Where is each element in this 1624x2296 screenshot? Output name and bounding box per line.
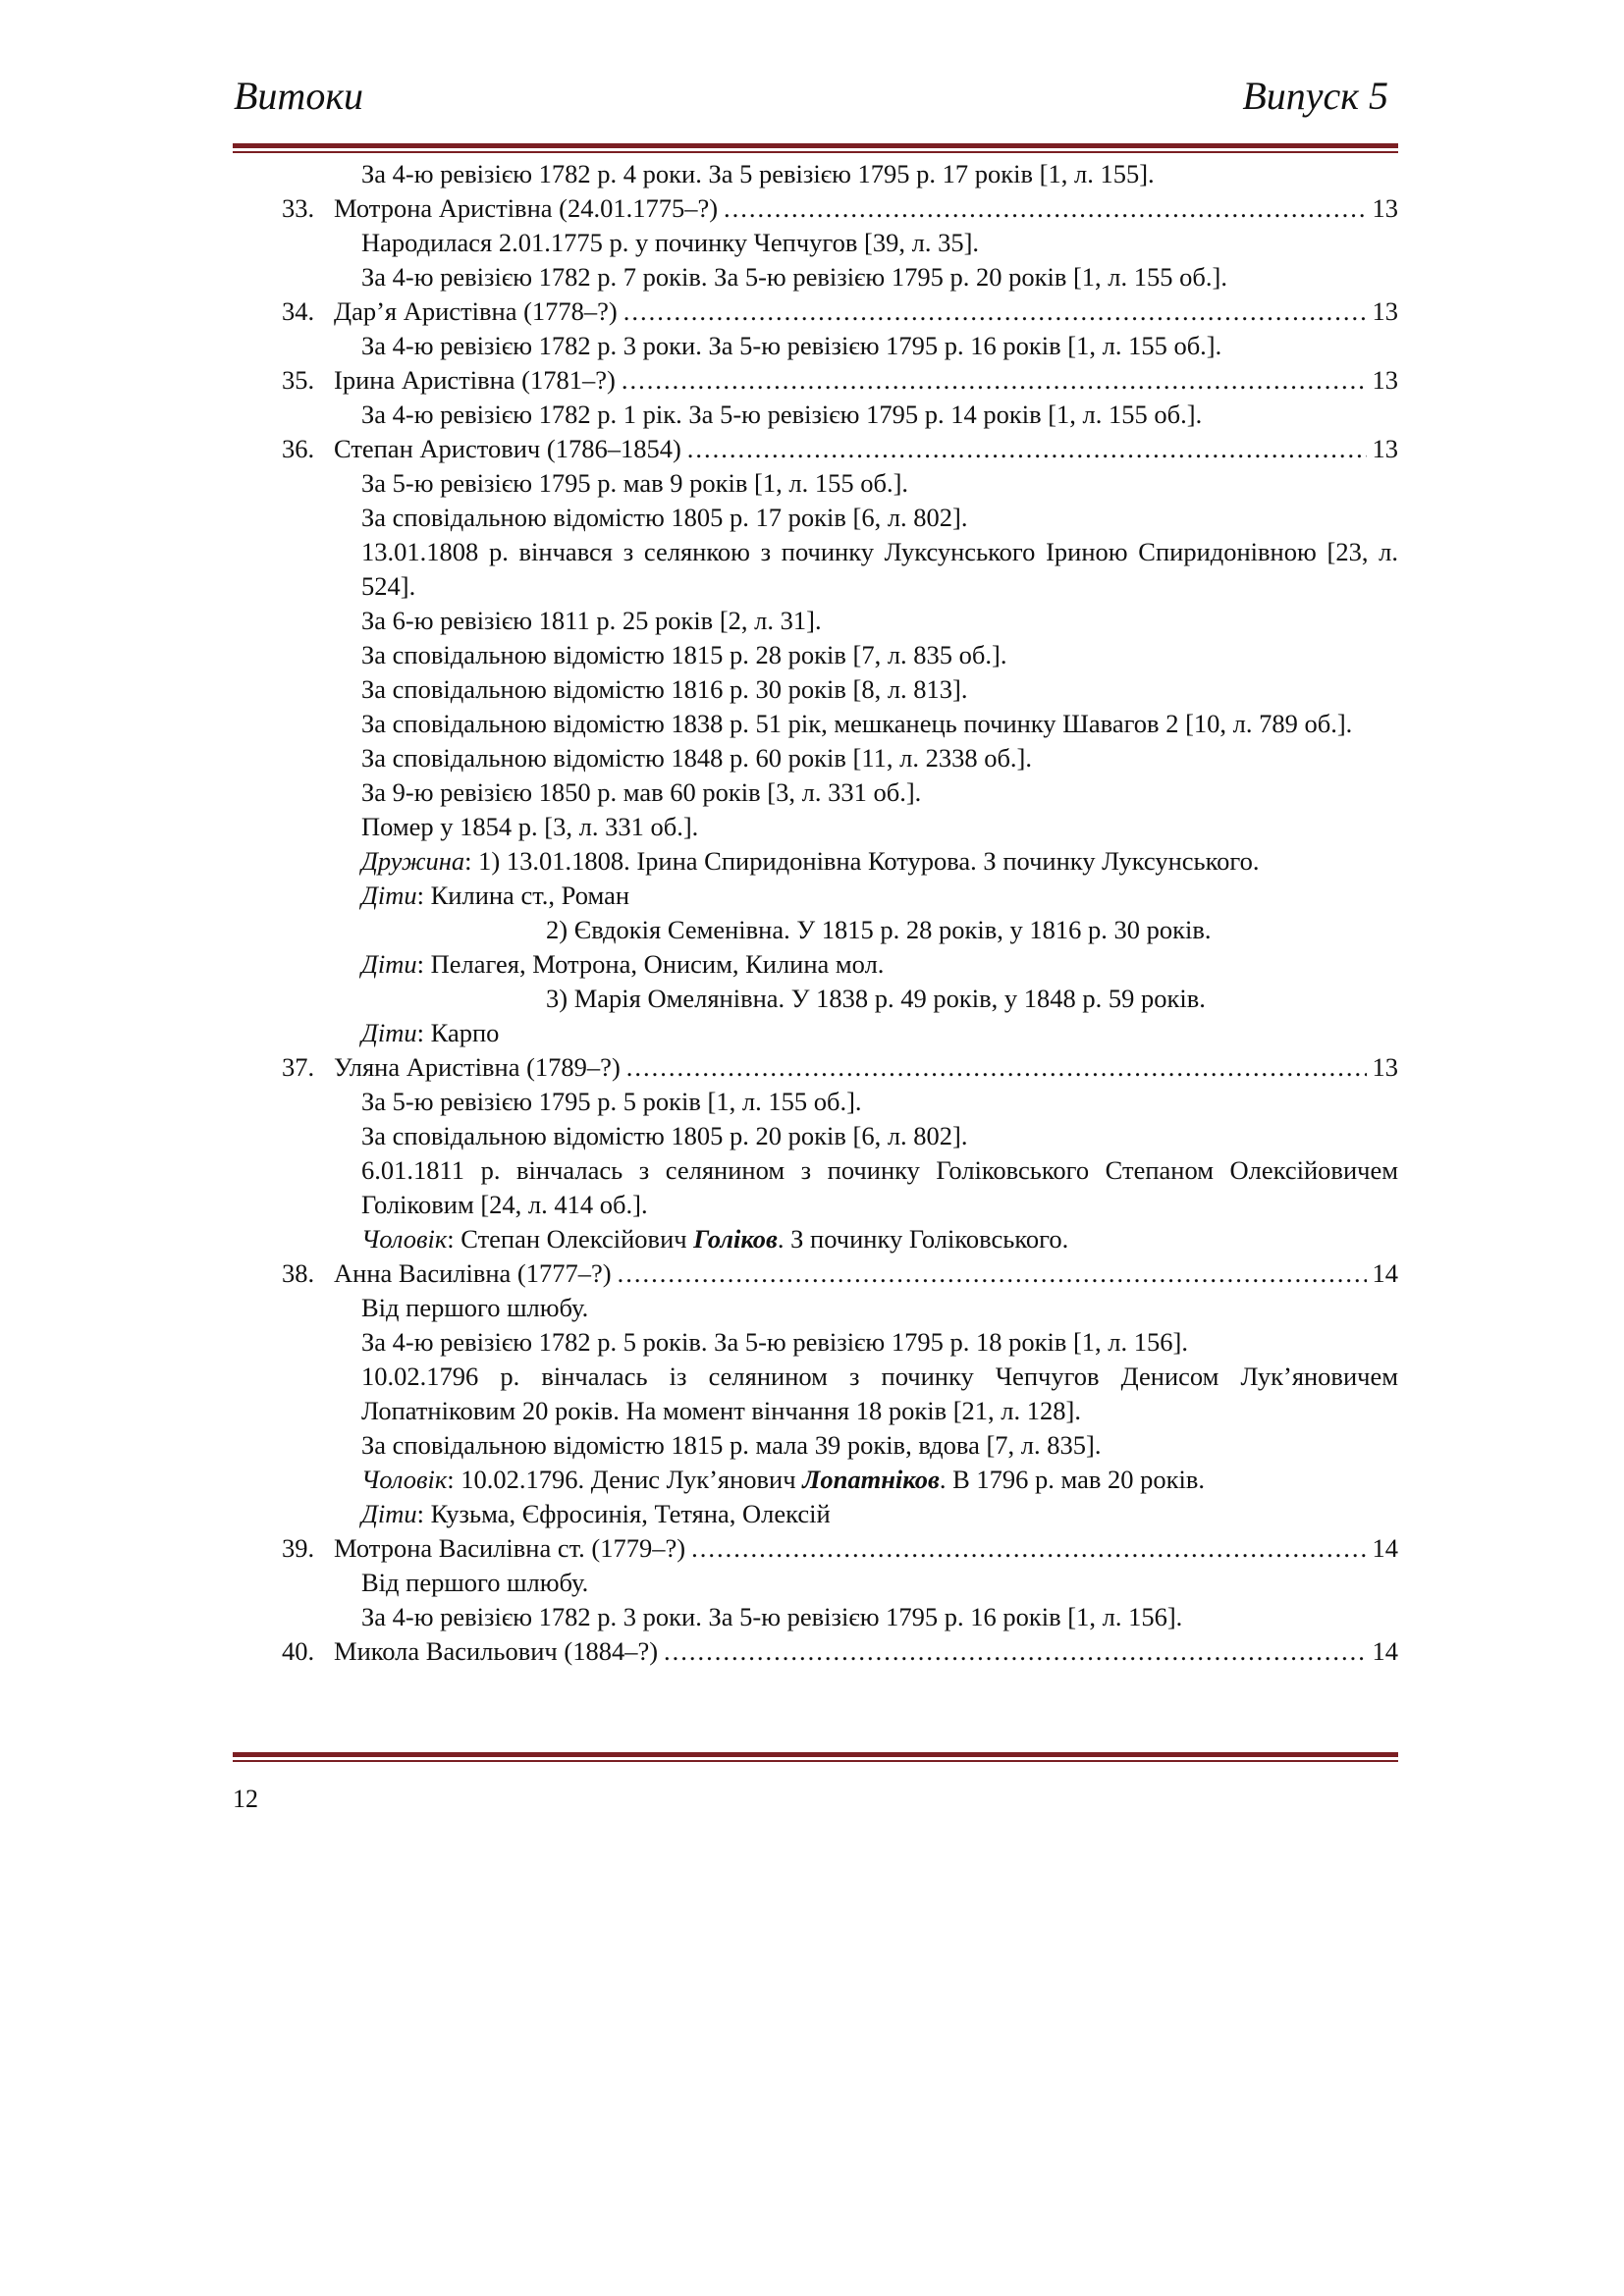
leader-dots xyxy=(691,1531,1366,1566)
children-line xyxy=(282,1497,1398,1531)
index-entry-37 xyxy=(282,1050,1398,1085)
husband-label: Чоловік xyxy=(361,1224,448,1254)
entry-name: Мотрона Василівна ст. (1779–?) xyxy=(334,1533,686,1563)
entry-name: Мотрона Аристівна (24.01.1775–?) xyxy=(334,193,719,223)
text-line: Помер у 1854 р. [3, л. 331 об.]. xyxy=(361,812,699,841)
index-entry-33 xyxy=(282,191,1398,226)
children-line xyxy=(282,879,1398,913)
entry-number: 35. xyxy=(282,365,315,395)
text-paragraph: За сповідальною відомістю 1838 р. 51 рік, мешканець починку Шавагов 2 [10, л. 789 об.]. xyxy=(361,709,1353,738)
spouse-line: 3) Марія Омелянівна. У 1838 р. 49 років, у 1848 р. 59 років. xyxy=(546,984,1206,1013)
entry-page: 13 xyxy=(1372,365,1398,395)
text-line: Народилася 2.01.1775 р. у починку Чепчугов [39, л. 35]. xyxy=(361,228,980,257)
text-line: За сповідальною відомістю 1816 р. 30 років [8, л. 813]. xyxy=(361,674,968,704)
spouse-text: : 10.02.1796. Денис Лук’янович xyxy=(447,1465,803,1494)
index-entry-34 xyxy=(282,294,1398,329)
text-line: За сповідальною відомістю 1815 р. мала 39 років, вдова [7, л. 835]. xyxy=(361,1430,1102,1460)
entry-page: 13 xyxy=(1372,434,1398,463)
running-header-title: Витоки xyxy=(234,74,364,118)
husband-label: Чоловік xyxy=(361,1465,448,1494)
text-line: Від першого шлюбу. xyxy=(361,1293,589,1322)
entry-name: Ірина Аристівна (1781–?) xyxy=(334,365,616,395)
running-header-issue: Випуск 5 xyxy=(1242,74,1388,118)
text-line: За сповідальною відомістю 1848 р. 60 років [11, л. 2338 об.]. xyxy=(361,743,1032,773)
text-line: За 4-ю ревізією 1782 р. 3 роки. За 5-ю ревізією 1795 р. 16 років [1, л. 156]. xyxy=(361,1602,1183,1631)
text-line: За сповідальною відомістю 1815 р. 28 років [7, л. 835 об.]. xyxy=(361,640,1007,669)
entry-page: 13 xyxy=(1372,1052,1398,1082)
children-line xyxy=(282,1016,1398,1050)
children-label: Діти xyxy=(361,1018,417,1047)
spouse-text: : Степан Олексійович xyxy=(447,1224,694,1254)
entry-number: 33. xyxy=(282,193,315,223)
children-label: Діти xyxy=(361,881,417,910)
entry-number: 38. xyxy=(282,1258,315,1288)
text-line: За сповідальною відомістю 1805 р. 20 років [6, л. 802]. xyxy=(361,1121,968,1150)
children-text: : Килина ст., Роман xyxy=(416,881,630,910)
leader-dots xyxy=(664,1634,1366,1669)
text-line: За 4-ю ревізією 1782 р. 1 рік. За 5-ю ревізією 1795 р. 14 років [1, л. 155 об.]. xyxy=(361,400,1203,429)
spouse-text: . В 1796 р. мав 20 років. xyxy=(939,1465,1205,1494)
text-line: Від першого шлюбу. xyxy=(361,1568,589,1597)
entry-page: 13 xyxy=(1372,296,1398,326)
text-line: За сповідальною відомістю 1805 р. 17 років [6, л. 802]. xyxy=(361,503,968,532)
entry-name: Анна Василівна (1777–?) xyxy=(334,1258,612,1288)
spouse-surname: Лопатніков xyxy=(802,1465,940,1494)
text-paragraph: 10.02.1796 р. вінчалась із селянином з починку Чепчугов Денисом Лук’яновичем Лопатніковим 20 років. На момент вінчання 18 років [21, л. 128]. xyxy=(361,1362,1398,1425)
text-line: За 4-ю ревізією 1782 р. 7 років. За 5-ю ревізією 1795 р. 20 років [1, л. 155 об.]. xyxy=(361,262,1227,292)
wife-label: Дружина xyxy=(361,846,465,876)
text-line: За 5-ю ревізією 1795 р. мав 9 років [1, л. 155 об.]. xyxy=(361,468,909,498)
footer-rule xyxy=(233,1752,1398,1762)
spouse-surname: Голіков xyxy=(693,1224,778,1254)
leader-dots xyxy=(623,294,1367,329)
index-entry-35 xyxy=(282,363,1398,398)
spouse-line xyxy=(282,1222,1398,1256)
text-line: За 4-ю ревізією 1782 р. 5 років. За 5-ю ревізією 1795 р. 18 років [1, л. 156]. xyxy=(361,1327,1188,1357)
spouse-text: . З починку Голіковського. xyxy=(777,1224,1069,1254)
entry-number: 40. xyxy=(282,1636,315,1666)
entry-name: Степан Аристович (1786–1854) xyxy=(334,434,681,463)
leader-dots xyxy=(618,1256,1367,1291)
entry-page: 14 xyxy=(1372,1636,1398,1666)
children-text: : Карпо xyxy=(416,1018,500,1047)
spouse-line xyxy=(282,844,1398,879)
page-body xyxy=(282,157,1398,1669)
leader-dots xyxy=(622,363,1367,398)
entry-page: 13 xyxy=(1372,193,1398,223)
index-entry-36 xyxy=(282,432,1398,466)
leader-dots xyxy=(626,1050,1367,1085)
spouse-line: 2) Євдокія Семенівна. У 1815 р. 28 років, у 1816 р. 30 років. xyxy=(546,915,1212,944)
entry-number: 34. xyxy=(282,296,315,326)
children-label: Діти xyxy=(361,949,417,979)
entry-name: Микола Васильович (1884–?) xyxy=(334,1636,659,1666)
entry-number: 36. xyxy=(282,434,315,463)
text-line: За 9-ю ревізією 1850 р. мав 60 років [3, л. 331 об.]. xyxy=(361,777,922,807)
entry-number: 37. xyxy=(282,1052,315,1082)
leader-dots xyxy=(687,432,1367,466)
entry-name: Уляна Аристівна (1789–?) xyxy=(334,1052,621,1082)
entry-page: 14 xyxy=(1372,1258,1398,1288)
children-label: Діти xyxy=(361,1499,417,1528)
children-text: : Кузьма, Єфросинія, Тетяна, Олексій xyxy=(416,1499,831,1528)
text-paragraph: 6.01.1811 р. вінчалась з селянином з починку Голіковського Степаном Олексійовичем Голіковим [24, л. 414 об.]. xyxy=(361,1155,1398,1219)
index-entry-39 xyxy=(282,1531,1398,1566)
text-line: За 6-ю ревізією 1811 р. 25 років [2, л. 31]. xyxy=(361,606,822,635)
children-line xyxy=(282,947,1398,982)
spouse-text: : 1) 13.01.1808. Ірина Спиридонівна Котурова. З починку Луксунського. xyxy=(464,846,1260,876)
page-number: 12 xyxy=(233,1785,258,1813)
index-entry-38 xyxy=(282,1256,1398,1291)
spouse-line xyxy=(282,1463,1398,1497)
text-paragraph: 13.01.1808 р. вінчався з селянкою з починку Луксунського Іриною Спиридонівною [23, л. 524]. xyxy=(361,537,1398,601)
header-rule xyxy=(233,143,1398,153)
entry-name: Дар’я Аристівна (1778–?) xyxy=(334,296,618,326)
entry-number: 39. xyxy=(282,1533,315,1563)
index-entry-40 xyxy=(282,1634,1398,1669)
text-line: За 4-ю ревізією 1782 р. 3 роки. За 5-ю ревізією 1795 р. 16 років [1, л. 155 об.]. xyxy=(361,331,1222,360)
children-text: : Пелагея, Мотрона, Онисим, Килина мол. xyxy=(416,949,885,979)
text-line: За 4-ю ревізією 1782 р. 4 роки. За 5 ревізією 1795 р. 17 років [1, л. 155]. xyxy=(361,159,1155,188)
leader-dots xyxy=(724,191,1366,226)
entry-page: 14 xyxy=(1372,1533,1398,1563)
text-line: За 5-ю ревізією 1795 р. 5 років [1, л. 155 об.]. xyxy=(361,1087,862,1116)
